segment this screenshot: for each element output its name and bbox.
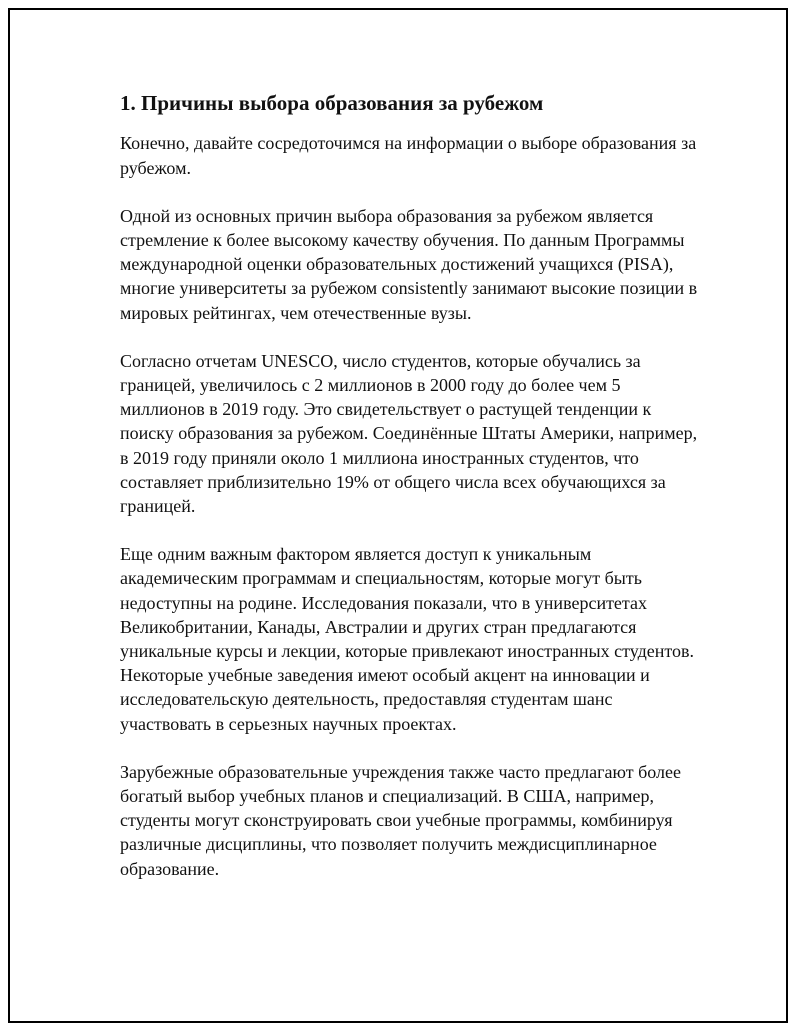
paragraph-programs: Еще одним важным фактором является доступ к уникальным академическим программам и специальностям, которые могут быть недоступны на родине. Исследования показали, что в университетах Великобритании, Канады, Австралии и других стран предлагаются уникальные курсы и лекции, которые привлекают иностранных студентов. Некоторые учебные заведения имеют особый акцент на инновации и исследовательскую деятельность, предоставляя студентам шанс участвовать в серьезных научных проектах.: [120, 544, 694, 734]
paragraph-intro: Конечно, давайте сосредоточимся на информации о выборе образования за рубежом.: [120, 133, 697, 178]
paragraph-statistics: Согласно отчетам UNESCO, число студентов, которые обучались за границей, увеличилось с 2 миллионов в 2000 году до более чем 5 миллионов в 2019 году. Это свидетельствует о растущей тенденции к поиску образования за рубежом. Соединённые Штаты Америки, например, в 2019 году приняли около 1 миллиона иностранных студентов, что составляет приблизительно 19% от общего числа всех обучающихся за границей.: [120, 350, 698, 516]
section-heading: 1. Причины выбора образования за рубежом: [120, 91, 544, 115]
paragraph-quality: Одной из основных причин выбора образования за рубежом является стремление к более высокому качеству обучения. По данным Программы международной оценки образовательных достижений учащихся (PISA), многие университеты за рубежом consistently занимают высокие позиции в мировых рейтингах, чем отечественные вузы.: [120, 205, 698, 323]
document-body: [120, 90, 700, 905]
document-page: [8, 8, 788, 1023]
paragraph-curricula: Зарубежные образовательные учреждения также часто предлагают более богатый выбор учебных планов и специализаций. В США, например, студенты могут сконструировать свои учебные программы, комбинируя различные дисциплины, что позволяет получить междисциплинарное образование.: [120, 761, 681, 879]
